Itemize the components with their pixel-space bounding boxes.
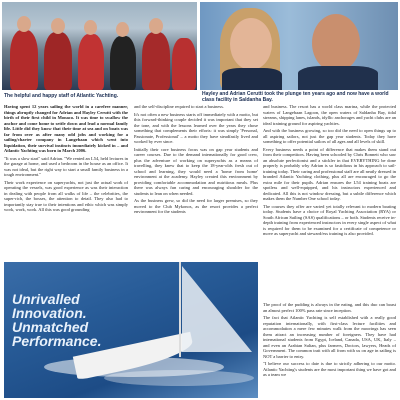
staff-head — [84, 20, 97, 35]
paragraph: Initially their core business focus was on gap year students and career courses. Due to the demand internationally for good crew, plus the adventure of working on superyachts as a means of travelling, they knew that to keep the 18-year-olds fresh out of school and learning, they would need a 'home from home' environment at the academy. Hayley created this environment by providing comfortable accommodation and nutritious meals. Plus there was always fun caring and encouraging shoulder for the students to lean on when needed. — [134, 146, 258, 196]
woman-jacket — [222, 68, 282, 90]
paragraph: "I believe our success to date is due to strictly adhering to our motto. Atlantic Yachting's students are the most important thing we have got and as a team we — [263, 361, 396, 377]
staff-head — [51, 18, 65, 34]
ad-headline-line: Unmatched — [12, 319, 89, 335]
man-jacket — [298, 66, 378, 90]
staff-person — [110, 36, 136, 90]
man-face — [312, 14, 360, 72]
article-column-1 — [4, 104, 128, 215]
yacht-sail — [182, 266, 252, 352]
paragraph: and business. The resort has a world class marina, while the protected waters of Langebaan Lagoon, the open waters of Saldanha Bay, tidal streams, shipping lanes, islands, idyllic anchorages and yacht clubs are an ideal training ground for aspiring yachties. — [263, 104, 396, 126]
staff-head — [116, 22, 129, 37]
staff-person — [172, 38, 196, 90]
paragraph: The fact that Atlantic Yachting is self established with a really good reputation internationally, with first-class lecture facilities and accommodation a mere few minutes walk from the moorings has seen them attract an increasing number of foreigners. They have had international students from Egypt, Iceland, Canada, USA, UK, Italy – and even an Arabian Sultan, plus farmers, Doctors, lawyers, Heads of Government. The common trait with all from with us on age in sailing is NOT a barrier to entry. — [263, 315, 396, 359]
paragraph: Their work experience on superyachts, not just the actual work of operating the vessels, was good experience as was their interaction in dealing with people from all walks of life – the celebrities, the super-rich, the bosses, the attention to detail. They also had to importantly stay true to their intentions and ethic which was simply work, work, work. All this was good grounding — [4, 179, 128, 212]
article-column-3 — [263, 104, 396, 239]
staff-person — [44, 32, 72, 90]
staff-photo — [2, 2, 197, 90]
paragraph: As the business grew, so did the need for larger premises, so they moved to the Club Mykonos, as the resort provides a perfect environment for the students — [134, 198, 258, 214]
paragraph: Every business needs a point of difference that makes them stand out from their competitors. Having been schooled by Chris Bonnett who saw an absolute perfectionist and a stickler in that EVERYTHING be done properly is probably why Adrian is so fastidious in his approach to sail-training today. Their caring and professional staff are all neatly dressed in branded Atlantic Yachting clothing, plus all are encouraged to go the extra mile for their pupils. Adrian ensures the L54 training boats are spotless and well-equipped, and his instructors experienced and dedicated. All this is not window dressing, but a subtle difference which makes them the Number One school today. — [263, 146, 396, 201]
paragraph: And with the business growing, so too did the need to open things up to all aspiring sailors, not just the gap year students. Today they have something to offer potential sailors of all ages and all levels of skill. — [263, 128, 396, 144]
article-column-2 — [134, 104, 258, 217]
ad-headline-line: Performance. — [12, 333, 102, 349]
article-column-3-continued — [263, 302, 396, 380]
ad-headline-line: Innovation. — [12, 305, 87, 321]
ad-headline-line: Unrivalled — [12, 291, 80, 307]
staff-person — [142, 32, 170, 90]
paragraph: The proof of the pudding is always in the eating, and this duo can boast an almost perfect 100% pass rate since inception. — [263, 302, 396, 313]
woman-face — [230, 18, 272, 70]
owners-photo — [200, 2, 398, 90]
ad-headline — [12, 292, 101, 348]
photo-caption-left: The helpful and happy staff of Atlantic Yachting. — [4, 93, 119, 99]
wave-spray — [104, 370, 254, 386]
paragraph: "It was a slow start" said Adrian. "We rented an L54, held lectures in the garage at home, and used a bedroom in the house as an office. It was not ideal, but the right way to start a small family business in a tough environment." — [4, 155, 128, 177]
photo-caption-right: Hayley and Adrian Cerutti took the plunge ten years ago and now have a world class facility in Saldanha Bay. — [202, 91, 389, 103]
yacht-mast — [179, 262, 181, 357]
paragraph: and the self-discipline required to start a business. — [134, 104, 224, 109]
staff-head — [17, 16, 31, 32]
staff-person — [10, 30, 38, 90]
staff-person — [78, 34, 104, 90]
paragraph: Having spent 12 years sailing the world in a carefree manner, things abruptly changed for Adrian and Hayley Cerutti with the birth of their first child in Monaco. It was time to swallow the anchor and come home to settle down and lead a normal family life. Little did they know that their time at sea and on boats was far from over as after many odd jobs and working for a sailing/charter company in Langebaan which went into liquidation, their survival instincts immediately kicked in – and Atlantic Yachting was born in March 2006. — [4, 104, 128, 153]
paragraph: It's not often a new business starts off immediately with a motto, but this forward-thinking couple decided it was important that they set the tone, and with the lessons learned over the years they chose something that complements their efforts: it was simply 'Personal, Passionate, Professional' – a motto they have steadfastly lived and worked by ever since. — [134, 111, 258, 144]
paragraph: The courses they offer are varied yet totally relevant to modern boating today. Students have a choice of Royal Yachting Association (RYA) or South African Sailing (SAS) qualifications – or both. Students receive in-depth training from experienced instructors in every single aspect of what is required for them to be examined for a certificate of competence or move as superyacht and steward/ess training is also provided. — [263, 203, 396, 236]
staff-head — [149, 18, 163, 34]
advertisement — [4, 262, 258, 398]
